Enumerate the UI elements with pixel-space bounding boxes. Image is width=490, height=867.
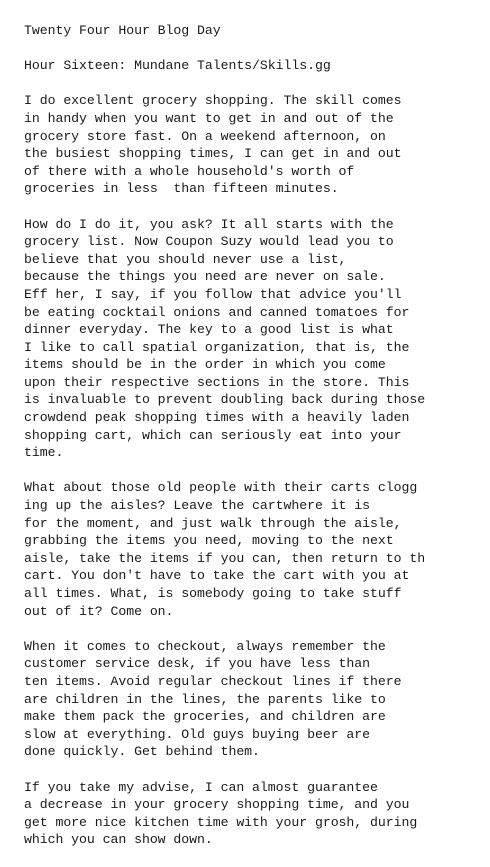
paragraph [24, 638, 480, 761]
text-line: shopping cart, which can seriously eat into your [24, 427, 402, 443]
text-line: I do excellent grocery shopping. The skill comes [24, 93, 402, 109]
document-title-block [24, 22, 480, 40]
text-line: in handy when you want to get in and out of the [24, 110, 394, 126]
text-line: is invaluable to prevent doubling back during those [24, 392, 426, 408]
typed-document [24, 22, 480, 867]
text-line: grocery list. Now Coupon Suzy would lead you to [24, 234, 394, 250]
text-line: because the things you need are never on sale. [24, 269, 386, 285]
text-line: which you can show down. [24, 832, 213, 848]
text-line: all times. What, is somebody going to take stuff [24, 586, 402, 601]
text-line: of there with a whole household's worth of [24, 163, 355, 179]
text-line: dinner everyday. The key to a good list is what [24, 322, 394, 338]
text-line: aisle, take the items if you can, then return to th [24, 550, 426, 566]
text-line: believe that you should never use a list, [24, 251, 347, 267]
paragraph [24, 779, 480, 849]
document-title: Twenty Four Hour Blog Day [24, 23, 221, 38]
paragraph [24, 92, 480, 198]
text-line: ten items. Avoid regular checkout lines if there [24, 673, 402, 689]
text-line: out of it? Come on. [24, 603, 174, 619]
text-line: items should be in the order in which you come [24, 357, 386, 373]
text-line: crowdend peak shopping times with a heavily laden [24, 410, 410, 426]
body-text [24, 92, 480, 849]
text-line: Eff her, I say, if you follow that advice you'll [24, 286, 402, 302]
text-line: customer service desk, if you have less than [24, 656, 371, 672]
text-line: upon their respective sections in the store. This [24, 374, 410, 390]
text-line: get more nice kitchen time with your grosh, during [24, 814, 418, 830]
text-line: be eating cocktail onions and canned tomatoes for [24, 304, 410, 320]
document-subtitle-block [24, 57, 480, 75]
paragraph [24, 216, 480, 462]
text-line: How do I do it, you ask? It all starts with the [24, 216, 394, 232]
text-line: make them pack the groceries, and children are [24, 709, 386, 725]
text-line: ing up the aisles? Leave the cartwhere it is [24, 498, 371, 514]
text-line: grocery store fast. On a weekend afternoon, on [24, 128, 386, 144]
text-line: a decrease in your grocery shopping time, and you [24, 797, 410, 813]
text-line: When it comes to checkout, always remember the [24, 638, 386, 654]
text-line: for the moment, and just walk through the aisle, [24, 515, 402, 531]
text-line: What about those old people with their carts clogg [24, 480, 418, 496]
text-line: groceries in less than fifteen minutes. [24, 181, 339, 197]
text-line: the busiest shopping times, I can get in and out [24, 146, 402, 162]
text-line: grabbing the items you need, moving to the next [24, 533, 394, 549]
text-line: are children in the lines, the parents like to [24, 691, 386, 707]
text-line: cart. You don't have to take the cart with you at [24, 568, 410, 584]
text-line: I like to call spatial organization, that is, the [24, 339, 410, 355]
text-line: done quickly. Get behind them. [24, 744, 260, 760]
text-line: slow at everything. Old guys buying beer are [24, 726, 371, 742]
document-subtitle: Hour Sixteen: Mundane Talents/Skills.gg [24, 58, 331, 74]
paragraph [24, 479, 480, 620]
text-line: time. [24, 445, 64, 461]
text-line: If you take my advise, I can almost guarantee [24, 779, 378, 795]
